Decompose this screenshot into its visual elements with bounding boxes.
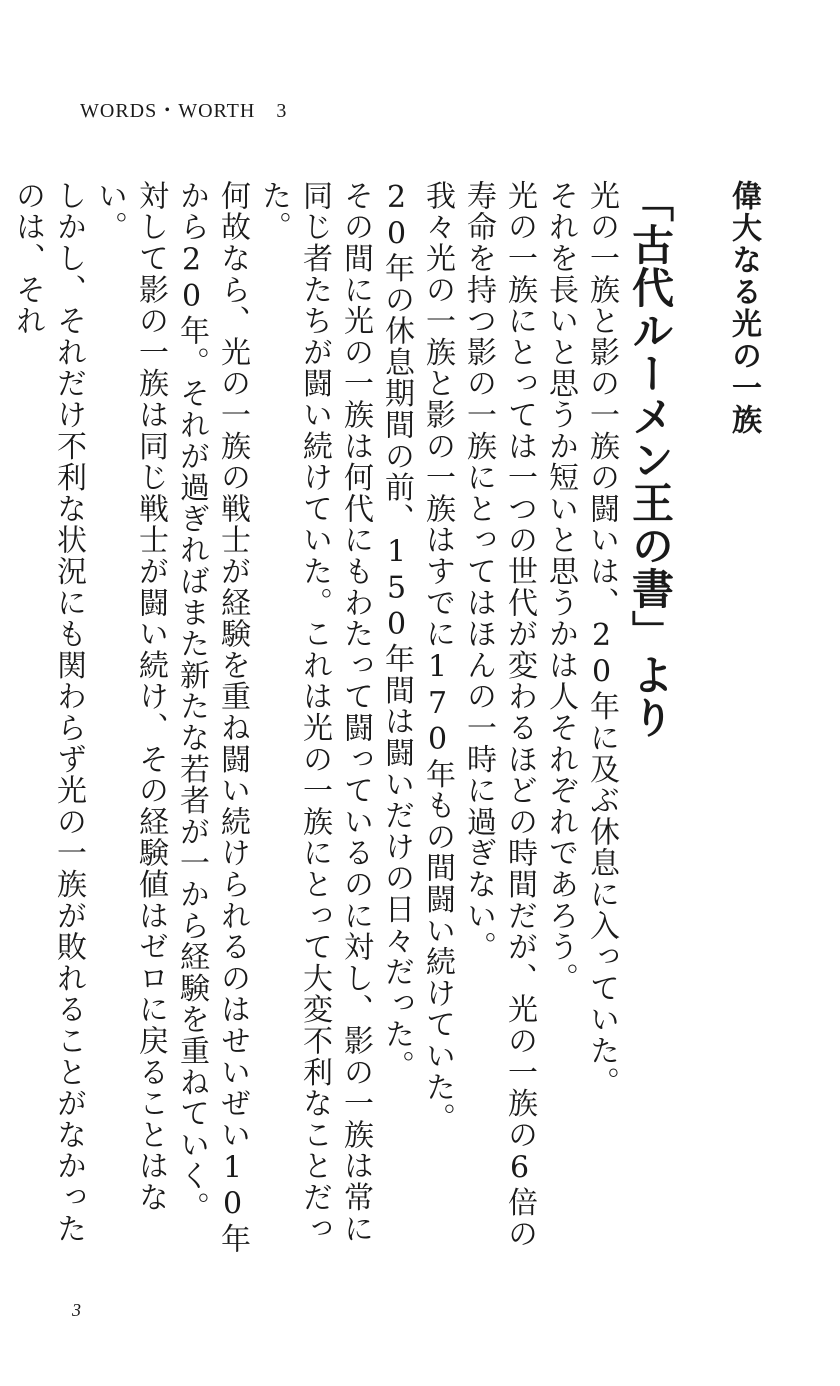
chapter-title: 偉大なる光の一族 (726, 180, 761, 436)
paragraph: 光の一族にとっては一つの世代が変わるほどの時間だが、光の一族の6倍の寿命を持つ影の一族にとってはほんの一時に過ぎない。 (461, 180, 537, 1250)
paragraph: 20年の休息期間の前、150年間は闘いだけの日々だった。 (379, 180, 414, 1082)
paragraph: しかし、それだけ不利な状況にも関わらず光の一族が敗れることがなかったのは、それ (10, 180, 86, 1245)
page-number: 3 (72, 1300, 81, 1320)
book-source-title: 「古代ルーメン王の書」より (626, 180, 675, 739)
paragraph: 光の一族と影の一族の闘いは、20年に及ぶ休息に入っていた。 (584, 180, 619, 1098)
running-head: WORDS・WORTH 3 (80, 100, 288, 122)
paragraph: その間に光の一族は何代にもわたって闘っているのに対し、影の一族は常に同じ者たちが闘い続けていた。これは光の一族にとって大変不利なことだった。 (256, 180, 373, 1245)
paragraph: 何故なら、光の一族の戦士が経験を重ね闘い続けられるのはせいぜい10年から20年。それが過ぎればまた新たな若者が一から経験を重ねていく。 (174, 180, 250, 1255)
paragraph: それを長いと思うか短いと思うかは人それぞれであろう。 (543, 180, 578, 994)
vertical-text-body (10, 180, 770, 1260)
paragraph-list (7, 180, 622, 1260)
paragraph: 対して影の一族は同じ戦士が闘い続け、その経験値はゼロに戻ることはない。 (92, 180, 168, 1213)
paragraph: 我々光の一族と影の一族はすでに170年もの間闘い続けていた。 (420, 180, 455, 1134)
